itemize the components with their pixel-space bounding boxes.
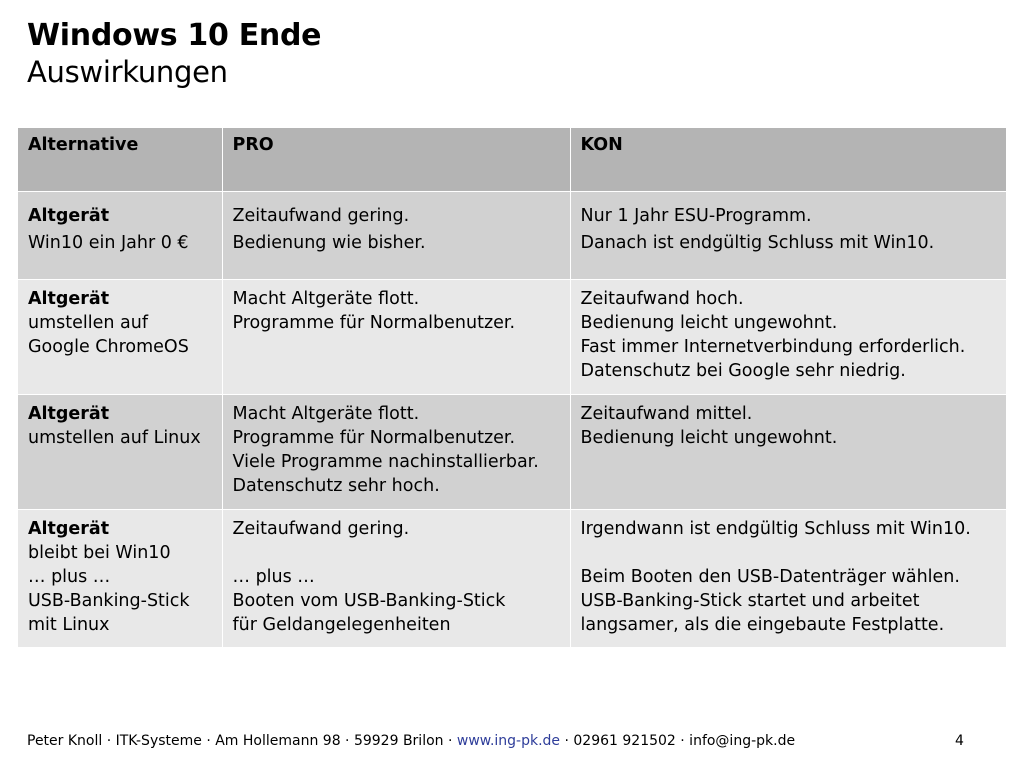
cell-line: Altgerät bbox=[28, 205, 110, 226]
cell-line: Zeitaufwand hoch. bbox=[580, 288, 744, 309]
cell-line: USB-Banking-Stick startet und arbeitet bbox=[580, 590, 920, 611]
cell-alternative bbox=[18, 394, 222, 509]
cell-alternative bbox=[18, 509, 222, 647]
cell-line: Booten vom USB-Banking-Stick bbox=[232, 590, 506, 611]
cell-line: Bedienung leicht ungewohnt. bbox=[580, 312, 838, 333]
cell-alternative bbox=[18, 191, 222, 279]
cell-line: Macht Altgeräte flott. bbox=[232, 288, 420, 309]
cell-line: Zeitaufwand gering. bbox=[232, 205, 410, 226]
cell-line: Win10 ein Jahr 0 € bbox=[28, 232, 189, 253]
cell-line: für Geldangelegenheiten bbox=[232, 614, 451, 635]
cell-alternative bbox=[18, 279, 222, 394]
header-pro: PRO bbox=[222, 128, 570, 191]
footer-contact: Peter Knoll · ITK-Systeme · Am Hollemann 98 · 59929 Brilon · bbox=[27, 733, 457, 749]
cell-line: Beim Booten den USB-Datenträger wählen. bbox=[580, 566, 960, 587]
cell-line: Zeitaufwand gering. bbox=[232, 518, 410, 539]
cell-line: Datenschutz sehr hoch. bbox=[232, 475, 440, 496]
cell-line bbox=[233, 541, 564, 565]
cell-line: Danach ist endgültig Schluss mit Win10. bbox=[580, 232, 935, 253]
footer-contact-suffix: · 02961 921502 · info@ing-pk.de bbox=[560, 733, 796, 749]
cell-line: … plus … bbox=[28, 566, 111, 587]
cell-kon bbox=[570, 191, 1006, 279]
cell-line: … plus … bbox=[232, 566, 315, 587]
cell-line: bleibt bei Win10 bbox=[28, 542, 171, 563]
cell-line: Programme für Normalbenutzer. bbox=[232, 427, 516, 448]
cell-line: USB-Banking-Stick bbox=[28, 590, 190, 611]
cell-line: umstellen auf Linux bbox=[28, 427, 201, 448]
cell-line: Datenschutz bei Google sehr niedrig. bbox=[580, 360, 906, 381]
cell-line: umstellen auf bbox=[28, 312, 149, 333]
header-alternative: Alternative bbox=[18, 128, 222, 191]
cell-line: Altgerät bbox=[28, 518, 110, 539]
cell-kon bbox=[570, 509, 1006, 647]
cell-line: Bedienung wie bisher. bbox=[232, 232, 426, 253]
cell-line: Google ChromeOS bbox=[28, 336, 189, 357]
cell-line: Irgendwann ist endgültig Schluss mit Win10. bbox=[580, 518, 971, 539]
cell-kon bbox=[570, 394, 1006, 509]
cell-line: Bedienung leicht ungewohnt. bbox=[580, 427, 838, 448]
cell-line bbox=[581, 541, 1001, 565]
slide-subtitle: Auswirkungen bbox=[27, 55, 228, 89]
cell-pro bbox=[222, 509, 570, 647]
cell-line: mit Linux bbox=[28, 614, 110, 635]
slide-title: Windows 10 Ende bbox=[27, 18, 322, 53]
table-row bbox=[18, 191, 1006, 279]
cell-pro bbox=[222, 279, 570, 394]
comparison-table bbox=[18, 128, 1006, 648]
website-link[interactable]: www.ing-pk.de bbox=[456, 733, 561, 749]
slide-footer bbox=[27, 731, 795, 751]
table-row bbox=[18, 509, 1006, 647]
cell-line: Altgerät bbox=[28, 288, 110, 309]
cell-line: Nur 1 Jahr ESU-Programm. bbox=[580, 205, 812, 226]
cell-line: Fast immer Internetverbindung erforderlich. bbox=[580, 336, 966, 357]
cell-line: Macht Altgeräte flott. bbox=[232, 403, 420, 424]
cell-line: Viele Programme nachinstallierbar. bbox=[232, 451, 539, 472]
cell-pro bbox=[222, 394, 570, 509]
cell-line: Altgerät bbox=[28, 403, 110, 424]
table-row bbox=[18, 394, 1006, 509]
cell-line: Zeitaufwand mittel. bbox=[580, 403, 753, 424]
cell-line: langsamer, als die eingebaute Festplatte. bbox=[580, 614, 945, 635]
cell-line: Programme für Normalbenutzer. bbox=[232, 312, 516, 333]
cell-kon bbox=[570, 279, 1006, 394]
header-kon: KON bbox=[570, 128, 1006, 191]
table-header-row bbox=[18, 128, 1006, 191]
cell-pro bbox=[222, 191, 570, 279]
page-number: 4 bbox=[955, 733, 964, 749]
table-row bbox=[18, 279, 1006, 394]
